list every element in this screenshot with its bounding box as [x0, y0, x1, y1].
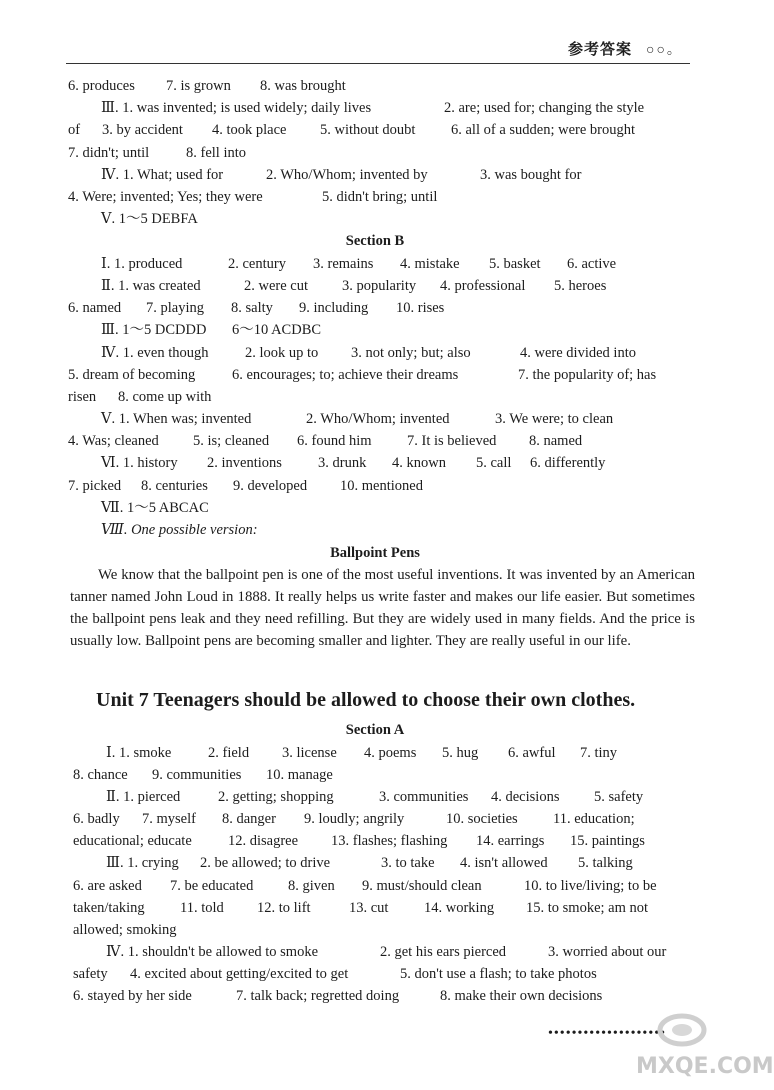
answer-item: 3. license — [282, 745, 337, 761]
answer-item: 2. were cut — [244, 278, 309, 294]
watermark-logo — [636, 1004, 774, 1084]
answer-item: 8. make their own decisions — [440, 988, 603, 1004]
answer-item: 6. differently — [530, 455, 606, 471]
answer-item: 9. must/should clean — [362, 878, 482, 894]
header-circle-marks: ○○。 — [646, 43, 683, 58]
answer-item: 8. centuries — [141, 478, 208, 494]
answer-item: Ⅲ. 1. crying — [106, 855, 179, 871]
answer-item: 9. developed — [233, 478, 308, 494]
answer-line — [0, 875, 750, 897]
answer-line — [0, 253, 750, 275]
answer-item: 12. to lift — [257, 900, 311, 916]
answer-item: 3. not only; but; also — [351, 345, 471, 361]
answer-line — [0, 941, 750, 963]
answer-item: educational; educate — [73, 833, 192, 849]
answer-line — [0, 519, 750, 541]
answer-item: 6. found him — [297, 433, 372, 449]
answer-item: 7. is grown — [166, 78, 231, 94]
answer-item: 4. were divided into — [520, 345, 636, 361]
answer-item: 5. heroes — [554, 278, 607, 294]
answer-item: 8. was brought — [260, 78, 346, 94]
answer-item: 8. named — [529, 433, 583, 449]
answer-item: 3. We were; to clean — [495, 411, 614, 427]
answer-item: 4. mistake — [400, 256, 460, 272]
answer-line — [0, 897, 750, 919]
answer-item: 11. education; — [553, 811, 635, 827]
answer-line — [0, 408, 750, 430]
answer-item: 10. mentioned — [340, 478, 423, 494]
answer-item: risen — [68, 389, 97, 405]
answer-line — [0, 963, 750, 985]
answer-item: 7. playing — [146, 300, 204, 316]
answer-item: 14. working — [424, 900, 495, 916]
answer-item: 10. to live/living; to be — [524, 878, 657, 894]
answer-item: 12. disagree — [228, 833, 299, 849]
answer-line — [0, 342, 750, 364]
answer-item: 7. the popularity of; has — [518, 367, 657, 383]
answer-item: 2. field — [208, 745, 250, 761]
answer-item: Ⅲ. 1. was invented; is used widely; daily lives — [101, 100, 372, 116]
answer-item: 14. earrings — [476, 833, 545, 849]
answer-line — [0, 852, 750, 874]
answer-item: 5. dream of becoming — [68, 367, 196, 383]
answer-item: 8. danger — [222, 811, 276, 827]
answer-item: 7. didn't; until — [68, 145, 150, 161]
answer-item: allowed; smoking — [73, 922, 177, 938]
answer-item: Ⅰ. 1. produced — [101, 256, 183, 272]
answer-item: 2. are; used for; changing the style — [444, 100, 645, 116]
answer-item: 2. look up to — [245, 345, 319, 361]
answer-line — [0, 786, 750, 808]
answer-item: 3. by accident — [102, 122, 183, 138]
section-a-heading: Section A — [345, 722, 405, 738]
answer-item: 5. talking — [578, 855, 633, 871]
answer-item: 15. paintings — [570, 833, 645, 849]
unit-title: Unit 7 Teenagers should be allowed to choose their own clothes. — [96, 689, 636, 711]
answer-item: 8. chance — [73, 767, 128, 783]
answer-item: Ⅵ. 1. history — [101, 455, 178, 471]
answer-item: 5. without doubt — [320, 122, 416, 138]
answer-item: 11. told — [180, 900, 224, 916]
answer-item: Ⅴ. 1. When was; invented — [101, 411, 252, 427]
answer-item: 13. cut — [349, 900, 389, 916]
answer-item: 3. remains — [313, 256, 374, 272]
page-header — [0, 0, 750, 68]
footer-dot-rule: •••••••••••••••••••• — [548, 1026, 667, 1041]
answer-item: Ⅳ. 1. What; used for — [101, 167, 224, 183]
answer-item: 9. loudly; angrily — [304, 811, 405, 827]
answer-item: 9. communities — [152, 767, 242, 783]
answer-item: 2. getting; shopping — [218, 789, 334, 805]
answer-item: 5. didn't bring; until — [322, 189, 438, 205]
answer-item: 6. badly — [73, 811, 120, 827]
section-b-heading: Section B — [345, 233, 405, 249]
answer-line — [0, 275, 750, 297]
answer-line — [0, 186, 750, 208]
answer-item: 10. rises — [396, 300, 445, 316]
answer-item: 3. popularity — [342, 278, 417, 294]
answer-item: 7. talk back; regretted doing — [236, 988, 400, 1004]
answer-item: 7. myself — [142, 811, 196, 827]
answer-item: 3. drunk — [318, 455, 367, 471]
answer-item: Ⅰ. 1. smoke — [106, 745, 172, 761]
answer-item: Ⅱ. 1. pierced — [106, 789, 181, 805]
answer-item: 10. societies — [446, 811, 518, 827]
essay-body — [70, 564, 695, 652]
answer-item: 4. isn't allowed — [460, 855, 548, 871]
answer-item: 7. picked — [68, 478, 122, 494]
answer-line — [0, 364, 750, 386]
answer-line — [0, 808, 750, 830]
answer-item: 3. worried about our — [548, 944, 667, 960]
header-rule — [66, 63, 690, 64]
answer-item: 8. fell into — [186, 145, 247, 161]
answer-item: 15. to smoke; am not — [526, 900, 649, 916]
answer-item: 6. awful — [508, 745, 556, 761]
answer-item: Ⅲ. 1～5 DCDDD — [101, 322, 207, 338]
answer-item: 8. come up with — [118, 389, 212, 405]
answer-item: 3. communities — [379, 789, 469, 805]
answer-line — [0, 475, 750, 497]
answer-line — [0, 764, 750, 786]
answer-item: 6. encourages; to; achieve their dreams — [232, 367, 459, 383]
answer-item: 4. excited about getting/excited to get — [130, 966, 349, 982]
answer-line — [0, 830, 750, 852]
answer-line — [0, 75, 750, 97]
answer-item: 6. are asked — [73, 878, 142, 894]
answer-item: 10. manage — [266, 767, 333, 783]
answer-item: 8. given — [288, 878, 335, 894]
watermark-emblem-icon — [636, 1004, 736, 1054]
answer-item: 5. is; cleaned — [193, 433, 270, 449]
answer-item: 3. was bought for — [480, 167, 582, 183]
answer-item: 7. be educated — [170, 878, 254, 894]
answer-item: 4. took place — [212, 122, 287, 138]
answer-item: 4. poems — [364, 745, 417, 761]
answer-line — [0, 497, 750, 519]
answer-item: 4. decisions — [491, 789, 560, 805]
answer-item: 4. known — [392, 455, 446, 471]
answer-line — [0, 319, 750, 341]
answer-item: 6. stayed by her side — [73, 988, 192, 1004]
answer-item: of — [68, 122, 81, 138]
watermark-text: MXQE.COM — [636, 1054, 774, 1079]
answer-item: 6. all of a sudden; were brought — [451, 122, 636, 138]
answer-line — [0, 208, 750, 230]
essay-title: Ballpoint Pens — [330, 545, 420, 561]
answer-item: Ⅳ. 1. shouldn't be allowed to smoke — [106, 944, 319, 960]
answer-item: 5. safety — [594, 789, 644, 805]
answer-item: 9. including — [299, 300, 369, 316]
answer-item: 5. don't use a flash; to take photos — [400, 966, 597, 982]
answer-item: 5. call — [476, 455, 512, 471]
answer-item: safety — [73, 966, 108, 982]
answer-item: 2. be allowed; to drive — [200, 855, 331, 871]
answer-line — [0, 142, 750, 164]
answer-item: 3. to take — [381, 855, 435, 871]
answer-line — [0, 386, 750, 408]
answer-item: Ⅱ. 1. was created — [101, 278, 201, 294]
answer-item: 2. Who/Whom; invented — [306, 411, 450, 427]
answer-line — [0, 119, 750, 141]
answer-item: 7. tiny — [580, 745, 618, 761]
answer-item: Ⅳ. 1. even though — [101, 345, 209, 361]
answer-item: Ⅷ. One possible version: — [101, 522, 258, 538]
answer-item: Ⅴ. 1～5 DEBFA — [101, 211, 198, 227]
answer-line — [0, 164, 750, 186]
answer-line — [0, 742, 750, 764]
answer-item: 2. inventions — [207, 455, 282, 471]
answer-item: 8. salty — [231, 300, 273, 316]
answer-item: 6. active — [567, 256, 617, 272]
answer-line — [0, 452, 750, 474]
answer-item: 6～10 ACDBC — [232, 322, 322, 338]
answer-item: Ⅶ. 1～5 ABCAC — [101, 500, 209, 516]
essay-paragraph: We know that the ballpoint pen is one of the most useful inventions. It was invented by an American tanner named John Loud in 1888. It really helps us write faster and makes our life easier. But sometimes the ballpoint pens leak and they need refilling. But they are widely used in many fields. And the price is usually low. Ballpoint pens are becoming smaller and lighter. They are really useful in our life. — [70, 567, 695, 649]
answer-item: 5. hug — [442, 745, 479, 761]
answer-item: 4. Was; cleaned — [68, 433, 159, 449]
answer-line — [0, 919, 750, 941]
answer-item: 2. century — [228, 256, 286, 272]
header-label: 参考答案 — [568, 40, 633, 58]
answer-item: 2. Who/Whom; invented by — [266, 167, 428, 183]
answer-item: taken/taking — [73, 900, 145, 916]
answer-item: 7. It is believed — [407, 433, 497, 449]
answer-item: 2. get his ears pierced — [380, 944, 507, 960]
answer-item: 6. named — [68, 300, 122, 316]
answer-line — [0, 430, 750, 452]
answer-item: 4. professional — [440, 278, 526, 294]
answer-item: 4. Were; invented; Yes; they were — [68, 189, 263, 205]
answer-line — [0, 297, 750, 319]
answer-item: 13. flashes; flashing — [331, 833, 448, 849]
answer-item: 6. produces — [68, 78, 135, 94]
answer-item: 5. basket — [489, 256, 541, 272]
answer-line — [0, 97, 750, 119]
